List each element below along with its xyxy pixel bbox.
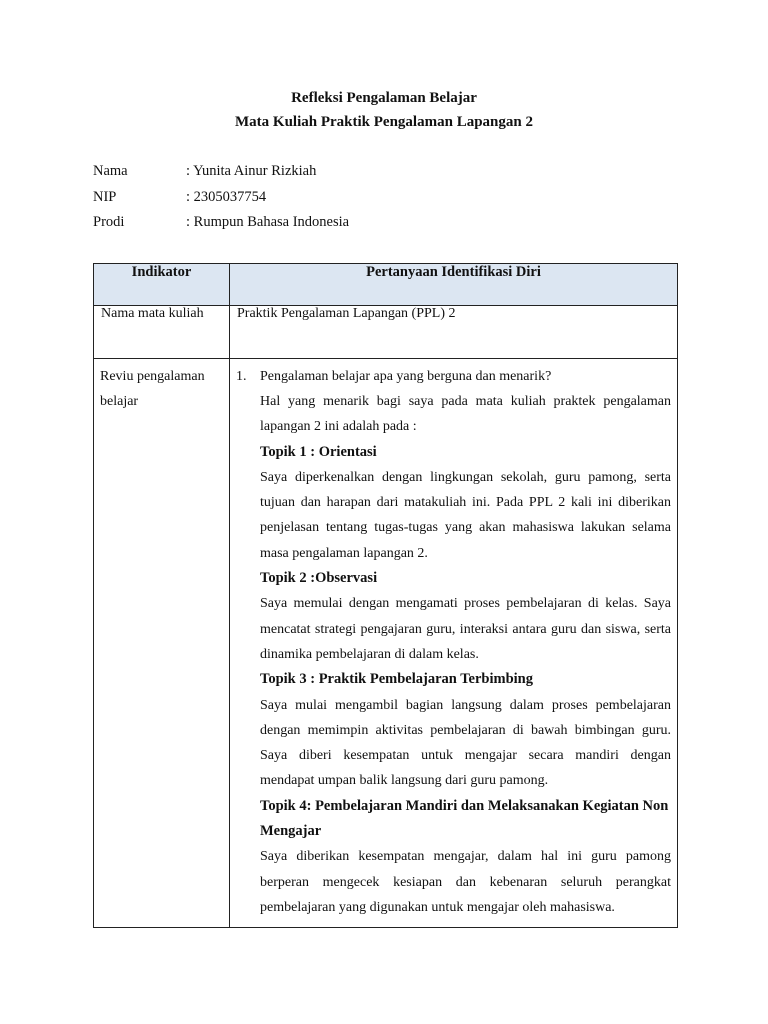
question-item	[236, 364, 671, 389]
answer-block	[236, 389, 671, 920]
review-content	[230, 359, 678, 928]
topic-text: Saya mulai mengambil bagian langsung dalam proses pembelajaran dengan memimpin aktivitas pembelajaran di bawah bimbingan guru. Saya diberi kesempatan untuk mengajar secara mandiri dengan mendapat umpan balik langsung dari guru pamong.	[260, 697, 671, 789]
info-row-name	[93, 159, 653, 185]
header-pertanyaan: Pertanyaan Identifikasi Diri	[230, 264, 678, 306]
question-text: Pengalaman belajar apa yang berguna dan menarik?	[260, 369, 552, 384]
document-title-block	[0, 86, 768, 134]
info-label: Nama	[93, 163, 128, 179]
table-header-row	[94, 264, 678, 306]
info-label: NIP	[93, 188, 117, 205]
document-title: Refleksi Pengalaman Belajar	[291, 90, 477, 106]
topic-title: Topik 1 : Orientasi	[260, 443, 377, 460]
answer-intro: Hal yang menarik bagi saya pada mata kuliah praktek pengalaman lapangan 2 ini adalah pada :	[260, 394, 671, 435]
topic-text: Saya diperkenalkan dengan lingkungan sekolah, guru pamong, serta tujuan dan harapan dari matakuliah ini. Pada PPL 2 kali ini diberikan penjelasan tentang tugas-tugas yang akan mahasiswa lakukan selama masa pengalaman lapangan 2.	[260, 469, 671, 561]
review-label: Reviu pengalaman belajar	[94, 359, 230, 928]
identity-info	[93, 159, 653, 236]
course-label: Nama mata kuliah	[94, 306, 230, 359]
info-row-prodi	[93, 210, 653, 236]
table-row-course	[94, 306, 678, 359]
table-row-review	[94, 359, 678, 928]
info-row-nip	[93, 185, 653, 211]
info-label: Prodi	[93, 214, 125, 230]
header-indikator: Indikator	[94, 264, 230, 306]
topic-text: Saya diberikan kesempatan mengajar, dalam hal ini guru pamong berperan mengecek kesiapan dan kebenaran seluruh perangkat pembelajaran yang digunakan untuk mengajar oleh mahasiswa.	[260, 849, 671, 915]
info-value: : Rumpun Bahasa Indonesia	[186, 214, 350, 230]
question-number: 1.	[236, 369, 247, 384]
info-value: : Yunita Ainur Rizkiah	[186, 163, 317, 179]
reflection-table	[93, 263, 678, 928]
review-content-inner	[236, 364, 671, 924]
topic-title: Topik 4: Pembelajaran Mandiri dan Melaksanakan Kegiatan Non Mengajar	[260, 797, 669, 840]
topic-text: Saya memulai dengan mengamati proses pembelajaran di kelas. Saya mencatat strategi pengajaran guru, interaksi antara guru dan siswa, serta dinamika pembelajaran di dalam kelas.	[260, 596, 671, 662]
info-value: : 2305037754	[186, 188, 267, 205]
document-subtitle: Mata Kuliah Praktik Pengalaman Lapangan 2	[235, 114, 533, 130]
topic-title: Topik 3 : Praktik Pembelajaran Terbimbing	[260, 671, 533, 688]
course-value: Praktik Pengalaman Lapangan (PPL) 2	[230, 306, 678, 359]
topic-title: Topik 2 :Observasi	[260, 570, 378, 587]
